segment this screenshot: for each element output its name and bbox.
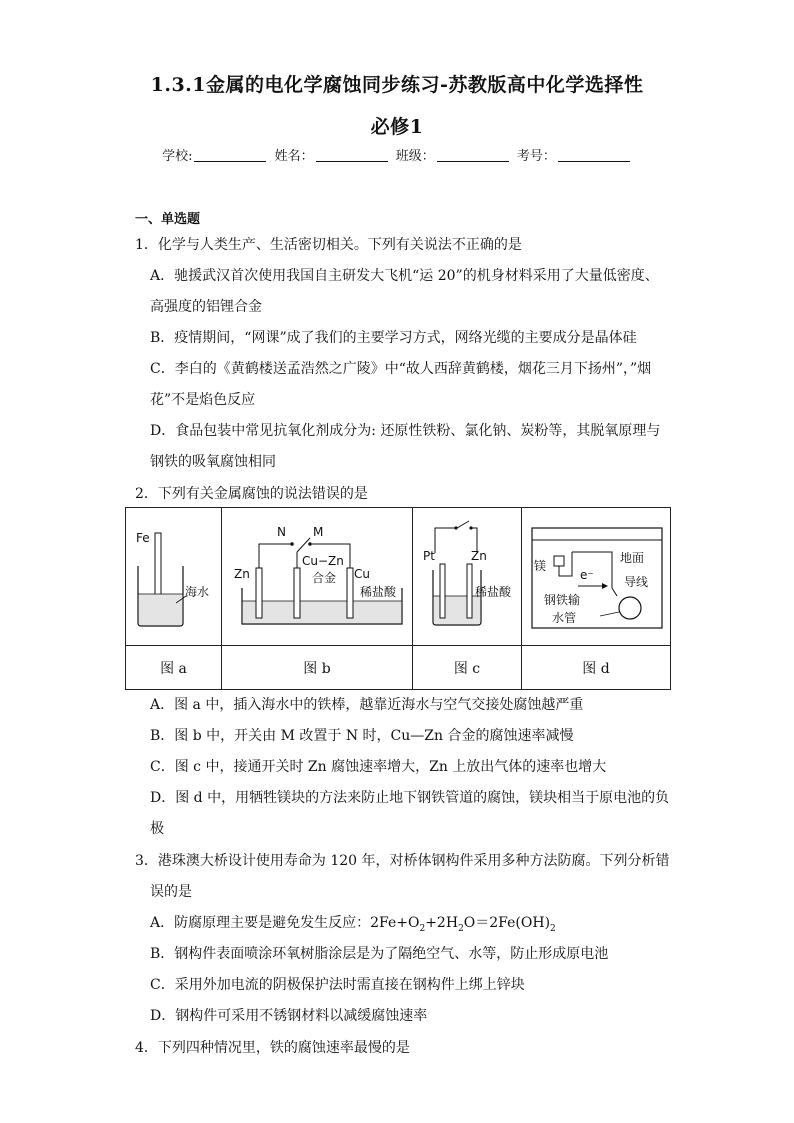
figure-c-diagram bbox=[413, 508, 521, 641]
figure-c-cell bbox=[413, 508, 522, 646]
q1-option-a: A．驰援武汉首次使用我国自主研发大飞机“运 20”的机身材料采用了大量低密度、 bbox=[150, 268, 659, 284]
zn-electrode bbox=[256, 568, 262, 618]
q3-option-c: C．采用外加电流的阴极保护法时需直接在钢构件上绑上锌块 bbox=[150, 977, 525, 993]
q3-option-b: B．钢构件表面喷涂环氧树脂涂层是为了隔绝空气、水等，防止形成原电池 bbox=[150, 946, 609, 962]
figure-d-ground-label: 地面 bbox=[620, 551, 645, 565]
figure-b-m-label: M bbox=[313, 525, 324, 539]
seawater-fill bbox=[139, 594, 182, 625]
figure-c-acid-label: 稀盐酸 bbox=[475, 585, 512, 599]
pipe-pointer bbox=[600, 612, 619, 616]
steel-pipe bbox=[619, 597, 641, 619]
figure-a-diagram bbox=[126, 508, 221, 641]
figure-a-seawater-label: 海水 bbox=[185, 585, 210, 599]
wire-d-2 bbox=[572, 552, 617, 596]
figure-b-cu-label: Cu bbox=[354, 567, 370, 581]
q3-stem: 3．港珠澳大桥设计使用寿命为 120 年，对桥体钢构件采用多种方法防腐。下列分析错 bbox=[135, 853, 670, 869]
q1-stem: 1．化学与人类生产、生活密切相关。下列有关说法不正确的是 bbox=[135, 237, 522, 253]
figure-d-caption: 图 d bbox=[522, 646, 671, 690]
figure-b-alloy-label1: Cu−Zn bbox=[302, 554, 344, 568]
switch-lever bbox=[297, 538, 310, 552]
switch-contact-m bbox=[308, 542, 312, 546]
class-blank[interactable] bbox=[437, 147, 509, 162]
acid-fill-b bbox=[243, 601, 401, 623]
q3-option-d: D．钢构件可采用不锈钢材料以减缓腐蚀速率 bbox=[150, 1008, 428, 1024]
q2-stem: 2．下列有关金属腐蚀的说法错误的是 bbox=[135, 486, 368, 502]
section-heading: 一、单选题 bbox=[135, 212, 201, 227]
figure-d-cell bbox=[522, 508, 671, 646]
q1-option-d: D．食品包装中常见抗氧化剂成分为: 还原性铁粉、氯化钠、炭粉等，其脱氧原理与 bbox=[150, 423, 661, 439]
page-title-line1: 1.3.1金属的电化学腐蚀同步练习-苏教版高中化学选择性 bbox=[150, 74, 644, 96]
figure-b-caption: 图 b bbox=[222, 646, 413, 690]
q2-option-d-cont: 极 bbox=[150, 821, 164, 837]
figure-d-electron-label: e⁻ bbox=[580, 568, 594, 582]
q2-option-a: A．图 a 中，插入海水中的铁棒，越靠近海水与空气交接处腐蚀越严重 bbox=[150, 697, 584, 713]
figure-d-mg-label: 镁 bbox=[534, 559, 547, 573]
q1-option-c-cont: 花”不是焰色反应 bbox=[150, 392, 256, 408]
exam-number-blank[interactable] bbox=[558, 147, 630, 162]
figure-c-caption: 图 c bbox=[413, 646, 522, 690]
figure-a-caption: 图 a bbox=[126, 646, 222, 690]
figure-c-zn-label: Zn bbox=[471, 549, 487, 563]
name-label: 姓名： bbox=[274, 149, 314, 164]
q1-option-c: C．李白的《黄鹤楼送孟浩然之广陵》中“故人西辞黄鹤楼，烟花三月下扬州”，”烟 bbox=[150, 361, 652, 377]
figure-c-pt-label: Pt bbox=[423, 549, 435, 563]
figure-b-acid-label: 稀盐酸 bbox=[360, 585, 397, 599]
q2-option-c: C．图 c 中，接通开关时 Zn 腐蚀速率增大，Zn 上放出气体的速率也增大 bbox=[150, 759, 607, 775]
q1-option-b: B．疫情期间，“网课”成了我们的主要学习方式，网络光缆的主要成分是晶体硅 bbox=[150, 330, 637, 346]
figure-b-zn-label: Zn bbox=[234, 567, 250, 581]
page-title-line2: 必修1 bbox=[370, 116, 424, 138]
school-label: 学校: bbox=[162, 149, 193, 164]
alloy-electrode bbox=[294, 568, 300, 618]
wire-pt bbox=[435, 528, 455, 553]
name-blank[interactable] bbox=[316, 147, 388, 162]
figure-b-cell bbox=[222, 508, 413, 646]
figure-d-diagram bbox=[522, 508, 670, 641]
figure-b-diagram bbox=[222, 508, 412, 641]
q3-stem-cont: 误的是 bbox=[150, 884, 192, 900]
zn-electrode-c bbox=[467, 564, 472, 618]
student-info-row bbox=[0, 145, 794, 164]
figure-d-pipe-label1: 钢铁输 bbox=[544, 593, 581, 607]
figure-a-fe-label: Fe bbox=[136, 531, 150, 545]
q4-stem: 4．下列四种情况里，铁的腐蚀速率最慢的是 bbox=[135, 1040, 410, 1056]
q3-option-a: A．防腐原理主要是避免发生反应：$2Fe+O_2+2H_2O=2Fe(OH)_2$ bbox=[150, 915, 556, 934]
figure-b-alloy-label2: 合金 bbox=[312, 571, 337, 585]
electron-arrow-head bbox=[602, 583, 608, 589]
mg-block bbox=[554, 556, 564, 566]
switch-contact-n bbox=[290, 542, 294, 546]
figure-d-pipe-label2: 水管 bbox=[552, 611, 577, 625]
figure-b-n-label: N bbox=[277, 525, 286, 539]
pt-electrode bbox=[440, 564, 445, 618]
school-blank[interactable] bbox=[194, 147, 266, 162]
figure-table bbox=[125, 507, 671, 690]
cu-electrode bbox=[347, 568, 353, 618]
figure-a-cell bbox=[126, 508, 222, 646]
q2-option-b: B．图 b 中，开关由 M 改置于 N 时，Cu—Zn 合金的腐蚀速率减慢 bbox=[150, 728, 574, 744]
q1-option-d-cont: 钢铁的吸氧腐蚀相同 bbox=[150, 454, 276, 470]
switch-c-lever bbox=[457, 521, 469, 528]
q1-option-a-cont: 高强度的铝锂合金 bbox=[150, 299, 262, 315]
figure-d-wire-label: 导线 bbox=[624, 575, 649, 589]
exam-number-label: 考号： bbox=[516, 149, 556, 164]
wire-zn bbox=[259, 544, 290, 568]
class-label: 班级： bbox=[395, 149, 435, 164]
q2-option-d: D．图 d 中，用牺牲镁块的方法来防止地下钢铁管道的腐蚀，镁块相当于原电池的负 bbox=[150, 790, 670, 806]
